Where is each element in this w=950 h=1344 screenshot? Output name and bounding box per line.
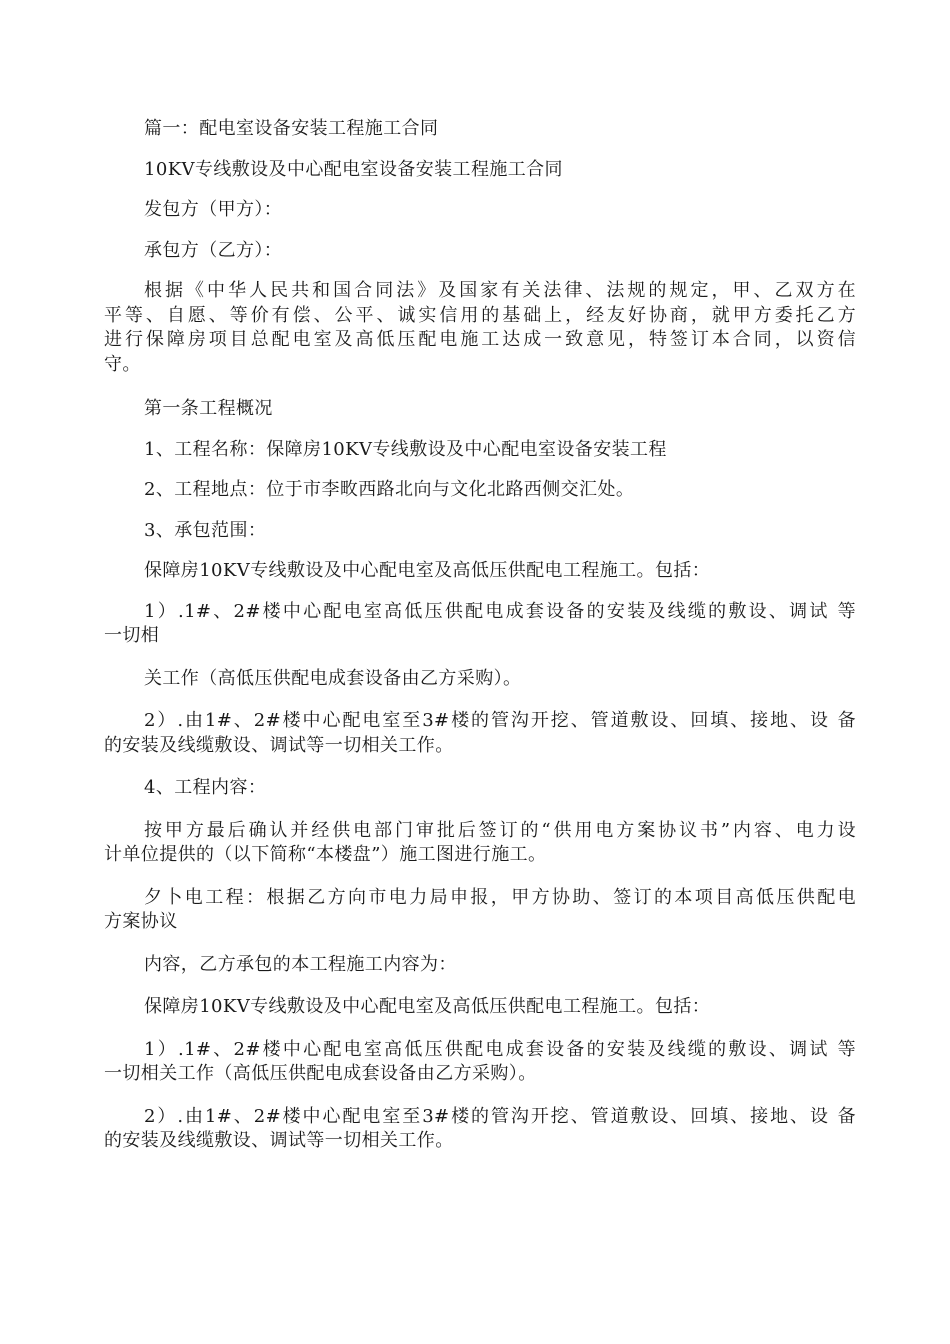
- article-heading: [104, 397, 856, 422]
- text-line: 10KV专线敷设及中心配电室设备安装工程施工合同: [144, 158, 563, 180]
- text-line: 2、工程地点：位于市李畋西路北向与文化北路西侧交汇处。: [144, 479, 635, 500]
- text-line: 夕卜电工程：根据乙方向市电力局申报，甲方协助、签订的本项目高低压供配电: [144, 886, 856, 908]
- text-line: 3、承包范围：: [144, 519, 267, 541]
- text-line: 进行保障房项目总配电室及高低压配电施工达成一致意见，特签订本合同，以资信: [104, 329, 856, 350]
- text-line: 篇一：配电室设备安装工程施工合同: [144, 118, 439, 139]
- text-line: 2）.由1#、2#楼中心配电室至3#楼的管沟开挖、管道敷设、回填、接地、设 备: [144, 1105, 856, 1127]
- text-line: 承包方（乙方）：: [144, 239, 283, 261]
- text-line: 计单位提供的（以下简称“本楼盘”）施工图进行施工。: [104, 844, 547, 865]
- text-line: 按甲方最后确认并经供电部门审批后签订的“供用电方案协议书”内容、电力设: [144, 819, 856, 841]
- text-line: 发包方（甲方）：: [144, 199, 283, 220]
- text-line: 4、工程内容：: [144, 777, 267, 798]
- document-body: [104, 117, 856, 1154]
- text-line: 1、工程名称：保障房10KV专线敷设及中心配电室设备安装工程: [144, 438, 667, 460]
- external-power-paragraph: [104, 886, 856, 935]
- construction-content-intro: [104, 953, 856, 978]
- text-line: 关工作（高低压供配电成套设备由乙方采购）。: [144, 667, 522, 689]
- preamble-paragraph: [104, 279, 856, 377]
- content-paragraph: [104, 819, 856, 868]
- clause-project-name: [104, 438, 856, 463]
- scope-paragraph-repeat: [104, 995, 856, 1020]
- scope-item-1: [104, 600, 856, 649]
- section-title: [104, 117, 856, 142]
- scope-item-2: [104, 709, 856, 758]
- contract-title: [104, 158, 856, 183]
- text-line: 平等、自愿、等价有偿、公平、诚实信用的基础上，经友好协商，就甲方委托乙方: [104, 304, 856, 326]
- text-line: 一切相: [104, 625, 160, 646]
- text-line: 第一条工程概况: [144, 398, 273, 419]
- text-line: 1）.1#、2#楼中心配电室高低压供配电成套设备的安装及线缆的敷设、调试 等: [144, 600, 856, 622]
- clause-scope-heading: [104, 519, 856, 544]
- text-line: 保障房10KV专线敷设及中心配电室及高低压供配电工程施工。包括：: [144, 560, 711, 581]
- scope-item-2-repeat: [104, 1105, 856, 1154]
- text-line: 内容，乙方承包的本工程施工内容为：: [144, 953, 457, 975]
- text-line: 2）.由1#、2#楼中心配电室至3#楼的管沟开挖、管道敷设、回填、接地、设 备: [144, 710, 856, 731]
- scope-item-1-repeat: [104, 1038, 856, 1087]
- text-line: 根据《中华人民共和国合同法》及国家有关法律、法规的规定，甲、乙双方在: [144, 280, 856, 301]
- scope-item-1-continued: [104, 667, 856, 692]
- clause-content-heading: [104, 776, 856, 801]
- text-line: 守。: [104, 353, 141, 375]
- text-line: 的安装及线缆敷设、调试等一切相关工作。: [104, 1130, 454, 1151]
- text-line: 方案协议: [104, 911, 178, 932]
- text-line: 1）.1#、2#楼中心配电室高低压供配电成套设备的安装及线缆的敷设、调试 等: [144, 1038, 856, 1060]
- party-b-line: [104, 239, 856, 264]
- clause-project-location: [104, 478, 856, 503]
- party-a-line: [104, 198, 856, 223]
- text-line: 保障房10KV专线敷设及中心配电室及高低压供配电工程施工。包括：: [144, 996, 711, 1017]
- text-line: 一切相关工作（高低压供配电成套设备由乙方采购）。: [104, 1063, 537, 1084]
- scope-paragraph: [104, 559, 856, 584]
- text-line: 的安装及线缆敷设、调试等一切相关工作。: [104, 734, 454, 756]
